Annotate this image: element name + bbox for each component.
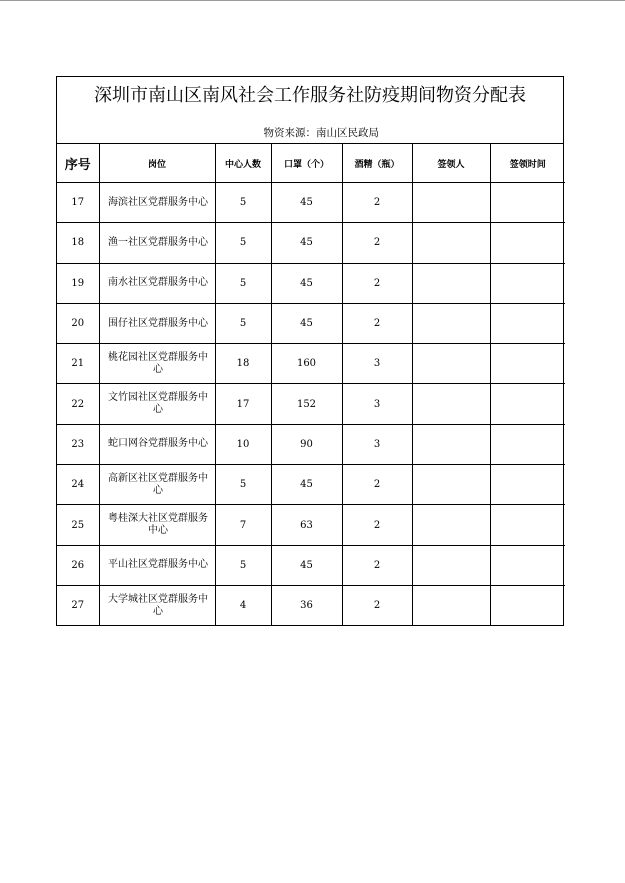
- cell-post: 粤桂深大社区党群服务中心: [99, 505, 215, 545]
- cell-sign-time: [490, 505, 565, 545]
- cell-people: 5: [215, 303, 271, 343]
- cell-alcohol: 2: [342, 545, 412, 585]
- header-people: 中心人数: [215, 144, 271, 183]
- cell-signer: [412, 585, 490, 625]
- cell-people: 4: [215, 585, 271, 625]
- cell-sign-time: [490, 424, 565, 464]
- cell-post: 蛇口网谷党群服务中心: [99, 424, 215, 464]
- cell-people: 5: [215, 545, 271, 585]
- cell-alcohol: 2: [342, 585, 412, 625]
- cell-alcohol: 3: [342, 424, 412, 464]
- cell-masks: 63: [271, 505, 342, 545]
- material-source: 物资来源：南山区民政局: [263, 127, 379, 139]
- cell-seq: 18: [57, 223, 99, 263]
- cell-signer: [412, 183, 490, 223]
- cell-post: 海滨社区党群服务中心: [99, 183, 215, 223]
- header-row: [57, 144, 565, 183]
- cell-masks: 45: [271, 303, 342, 343]
- cell-signer: [412, 424, 490, 464]
- cell-seq: 22: [57, 384, 99, 424]
- header-sign-time: 签领时间: [490, 144, 565, 183]
- table-row: [57, 183, 565, 223]
- table-row: [57, 505, 565, 545]
- cell-signer: [412, 384, 490, 424]
- table-row: [57, 263, 565, 303]
- cell-seq: 25: [57, 505, 99, 545]
- header-masks: 口罩（个）: [271, 144, 342, 183]
- cell-masks: 45: [271, 183, 342, 223]
- cell-post: 文竹园社区党群服务中心: [99, 384, 215, 424]
- cell-people: 10: [215, 424, 271, 464]
- table-row: [57, 545, 565, 585]
- table-row: [57, 585, 565, 625]
- allocation-table: [57, 144, 565, 625]
- header-signer: 签领人: [412, 144, 490, 183]
- cell-sign-time: [490, 545, 565, 585]
- allocation-sheet: [56, 76, 564, 626]
- document-title: 深圳市南山区南风社会工作服务社防疫期间物资分配表: [94, 85, 526, 106]
- page-top-rule: [0, 0, 625, 1]
- cell-sign-time: [490, 585, 565, 625]
- cell-people: 17: [215, 384, 271, 424]
- cell-masks: 160: [271, 344, 342, 384]
- title-block: [57, 77, 563, 144]
- cell-people: 7: [215, 505, 271, 545]
- cell-post: 桃花园社区党群服务中心: [99, 344, 215, 384]
- cell-signer: [412, 263, 490, 303]
- cell-alcohol: 2: [342, 465, 412, 505]
- cell-sign-time: [490, 263, 565, 303]
- cell-signer: [412, 303, 490, 343]
- cell-signer: [412, 223, 490, 263]
- table-row: [57, 303, 565, 343]
- cell-masks: 45: [271, 223, 342, 263]
- cell-sign-time: [490, 223, 565, 263]
- cell-seq: 23: [57, 424, 99, 464]
- cell-people: 5: [215, 465, 271, 505]
- cell-seq: 21: [57, 344, 99, 384]
- cell-people: 5: [215, 183, 271, 223]
- cell-sign-time: [490, 344, 565, 384]
- cell-masks: 45: [271, 465, 342, 505]
- cell-masks: 152: [271, 384, 342, 424]
- cell-sign-time: [490, 465, 565, 505]
- cell-alcohol: 2: [342, 183, 412, 223]
- cell-signer: [412, 545, 490, 585]
- cell-sign-time: [490, 183, 565, 223]
- table-row: [57, 424, 565, 464]
- cell-seq: 17: [57, 183, 99, 223]
- cell-alcohol: 3: [342, 344, 412, 384]
- cell-masks: 45: [271, 545, 342, 585]
- cell-seq: 24: [57, 465, 99, 505]
- cell-signer: [412, 465, 490, 505]
- cell-people: 5: [215, 223, 271, 263]
- table-row: [57, 465, 565, 505]
- cell-masks: 45: [271, 263, 342, 303]
- header-post: 岗位: [99, 144, 215, 183]
- cell-seq: 26: [57, 545, 99, 585]
- table-row: [57, 223, 565, 263]
- header-seq: 序号: [57, 144, 99, 183]
- cell-signer: [412, 505, 490, 545]
- cell-post: 高新区社区党群服务中心: [99, 465, 215, 505]
- cell-sign-time: [490, 384, 565, 424]
- cell-post: 平山社区党群服务中心: [99, 545, 215, 585]
- cell-masks: 36: [271, 585, 342, 625]
- cell-signer: [412, 344, 490, 384]
- cell-masks: 90: [271, 424, 342, 464]
- cell-people: 5: [215, 263, 271, 303]
- table-row: [57, 384, 565, 424]
- cell-alcohol: 3: [342, 384, 412, 424]
- cell-people: 18: [215, 344, 271, 384]
- cell-seq: 20: [57, 303, 99, 343]
- cell-post: 围仔社区党群服务中心: [99, 303, 215, 343]
- cell-post: 南水社区党群服务中心: [99, 263, 215, 303]
- cell-post: 渔一社区党群服务中心: [99, 223, 215, 263]
- cell-alcohol: 2: [342, 505, 412, 545]
- header-alcohol: 酒精（瓶）: [342, 144, 412, 183]
- cell-alcohol: 2: [342, 303, 412, 343]
- cell-seq: 19: [57, 263, 99, 303]
- cell-post: 大学城社区党群服务中心: [99, 585, 215, 625]
- cell-seq: 27: [57, 585, 99, 625]
- table-row: [57, 344, 565, 384]
- cell-sign-time: [490, 303, 565, 343]
- cell-alcohol: 2: [342, 223, 412, 263]
- cell-alcohol: 2: [342, 263, 412, 303]
